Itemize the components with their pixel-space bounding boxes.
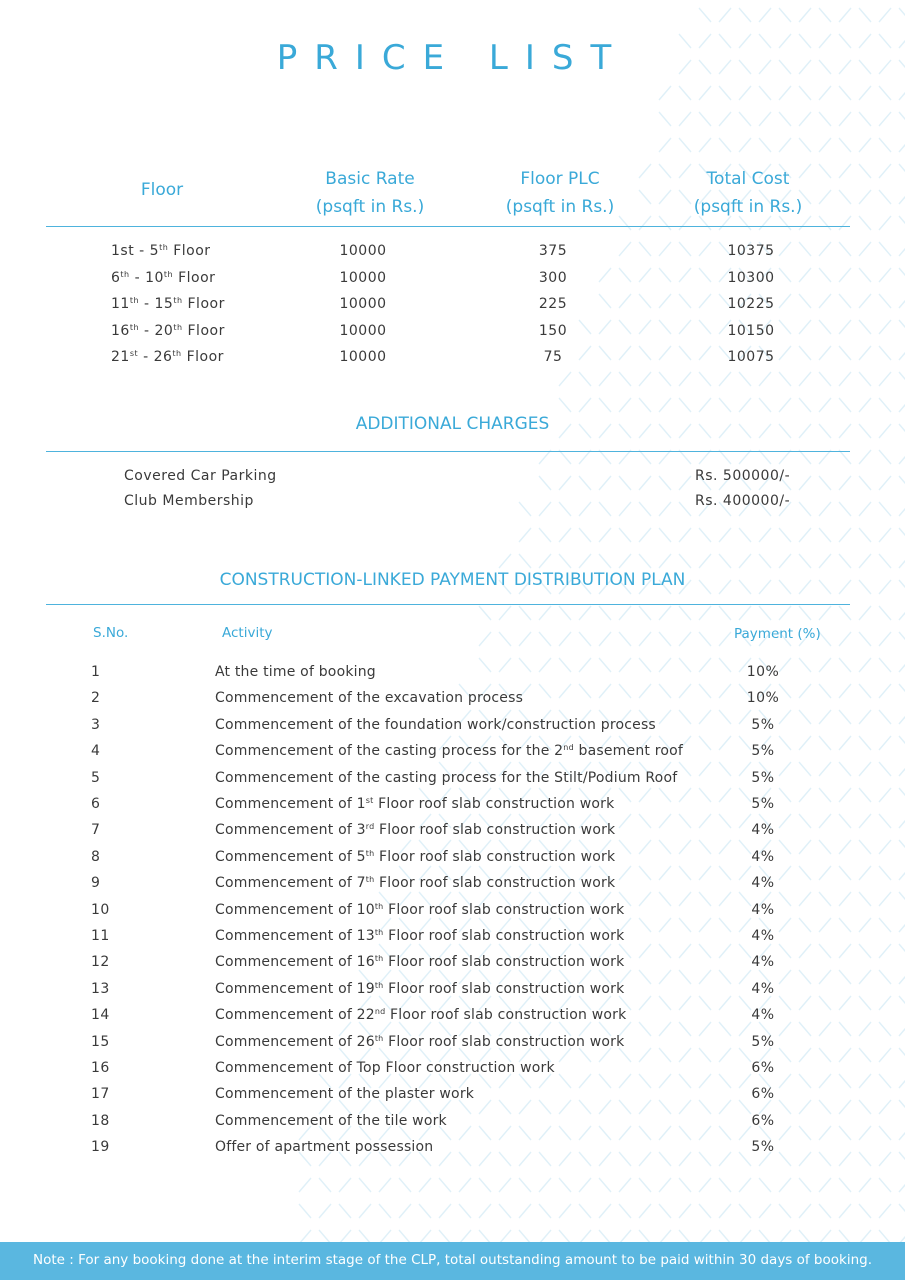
activity-ordinal-suffix: th xyxy=(374,901,384,911)
activity-text-rest: Floor roof slab construction work xyxy=(383,954,625,971)
plan-row-number: 2 xyxy=(91,690,101,707)
charge-amount: Rs. 400000/- xyxy=(695,493,791,509)
floor-plc-header-line1: Floor PLC xyxy=(520,169,600,189)
floor-end-suffix: th xyxy=(163,269,174,279)
activity-text-rest: Floor roof slab construction work xyxy=(383,901,625,918)
plan-row-activity xyxy=(215,664,376,680)
basic-rate-cell: 10000 xyxy=(339,269,387,286)
plan-row-activity xyxy=(215,875,615,891)
floor-plc-cell: 225 xyxy=(538,296,568,313)
activity-ordinal-suffix: rd xyxy=(365,822,375,832)
floor-start: 1st - 5 xyxy=(111,243,160,259)
plan-row-number: 7 xyxy=(91,822,101,839)
plan-row-number: 14 xyxy=(91,1007,110,1024)
plan-row-number: 3 xyxy=(91,716,101,733)
activity-ordinal-suffix: th xyxy=(374,928,384,937)
floor-word: Floor xyxy=(181,349,224,366)
total-cost-cell: 10075 xyxy=(727,349,775,366)
additional-charges-divider xyxy=(46,451,850,452)
floor-end: - 10 xyxy=(129,269,164,286)
plan-row-payment: 4% xyxy=(751,901,775,918)
footer-note: Note : For any booking done at the interim stage of the CLP, total outstanding amount to be paid within 30 days of booking. xyxy=(0,1242,905,1280)
charge-label: Covered Car Parking xyxy=(124,468,277,484)
plan-row-number: 1 xyxy=(91,664,101,680)
plan-row-activity xyxy=(215,822,615,838)
floor-column-header: Floor xyxy=(140,180,184,200)
plan-row-activity xyxy=(215,690,523,706)
activity-text-rest: Floor roof slab construction work xyxy=(374,848,616,865)
price-table-divider xyxy=(46,226,850,227)
activity-text: Commencement of the casting process for the Stilt/Podium Roof xyxy=(215,769,678,786)
plan-row-activity xyxy=(215,1113,447,1129)
plan-row-payment: 4% xyxy=(751,928,775,944)
plan-row-payment: 4% xyxy=(751,875,775,892)
activity-text: Commencement of the excavation process xyxy=(215,690,524,707)
plan-row-payment: 5% xyxy=(751,743,775,760)
charge-amount: Rs. 500000/- xyxy=(695,468,791,484)
total-cost-cell: 10375 xyxy=(727,243,775,259)
basic-rate-cell: 10000 xyxy=(339,349,387,366)
plan-row-activity xyxy=(215,902,624,918)
plan-row-activity xyxy=(215,743,683,759)
floor-end: - 26 xyxy=(138,349,173,366)
plan-row-activity xyxy=(215,954,624,970)
activity-text: Commencement of the tile work xyxy=(215,1112,447,1129)
total-cost-header-line1: Total Cost xyxy=(706,169,790,189)
floor-plc-cell: 75 xyxy=(543,349,563,366)
activity-text: Commencement of 10 xyxy=(215,901,375,918)
floor-cell xyxy=(111,270,215,286)
additional-charges-heading: ADDITIONAL CHARGES xyxy=(355,414,550,434)
activity-text-rest: Floor roof slab construction work xyxy=(385,1007,627,1024)
plan-row-number: 17 xyxy=(91,1086,110,1103)
plan-row-activity xyxy=(215,796,614,812)
activity-text-rest: Floor roof slab construction work xyxy=(383,1033,625,1050)
floor-start-suffix: th xyxy=(129,322,140,332)
activity-ordinal-suffix: st xyxy=(365,796,374,805)
plan-row-number: 18 xyxy=(91,1112,110,1129)
plan-row-activity xyxy=(215,1139,433,1155)
floor-start-suffix: st xyxy=(129,349,139,359)
payment-plan-divider xyxy=(46,604,850,605)
plan-row-payment: 4% xyxy=(751,980,775,997)
floor-start-suffix: th xyxy=(129,296,140,306)
total-cost-cell: 10300 xyxy=(727,269,775,286)
floor-end-suffix: th xyxy=(173,322,183,332)
floor-end: - 20 xyxy=(139,322,174,339)
basic-rate-header-line2: (psqft in Rs.) xyxy=(315,197,425,217)
floor-word: Floor xyxy=(168,243,211,259)
plan-row-payment: 6% xyxy=(751,1060,775,1076)
total-cost-cell: 10150 xyxy=(727,322,775,339)
activity-ordinal-suffix: th xyxy=(374,1033,384,1043)
floor-plc-header-line2: (psqft in Rs.) xyxy=(505,197,615,217)
activity-text: Commencement of the foundation work/construction process xyxy=(215,716,656,733)
floor-plc-column-header xyxy=(480,165,640,221)
activity-ordinal-suffix: th xyxy=(365,848,375,858)
floor-end-suffix: th xyxy=(173,296,183,306)
floor-start: 21 xyxy=(111,349,130,366)
plan-row-activity xyxy=(215,1060,555,1076)
floor-start: 6 xyxy=(111,269,121,286)
plan-row-number: 8 xyxy=(91,848,101,865)
plan-row-activity xyxy=(215,1007,626,1023)
floor-word: Floor xyxy=(173,269,216,286)
floor-cell xyxy=(111,243,211,259)
basic-rate-cell: 10000 xyxy=(339,243,387,259)
total-cost-column-header xyxy=(668,165,828,221)
plan-row-number: 4 xyxy=(91,743,101,760)
floor-end: - 15 xyxy=(139,296,174,313)
floor-word: Floor xyxy=(182,296,225,313)
activity-text: Commencement of 13 xyxy=(215,928,375,944)
activity-text: Commencement of 3 xyxy=(215,822,366,839)
plan-row-number: 19 xyxy=(91,1139,110,1156)
activity-ordinal-suffix: th xyxy=(374,954,384,964)
activity-text: Commencement of 1 xyxy=(215,796,366,812)
plan-row-payment: 4% xyxy=(751,822,775,839)
plan-row-payment: 5% xyxy=(751,1139,775,1156)
plan-row-activity xyxy=(215,849,615,865)
floor-start: 16 xyxy=(111,322,130,339)
activity-text: Commencement of the casting process for the 2 xyxy=(215,743,564,760)
floor-end-suffix: th xyxy=(172,349,182,359)
activity-text-rest: Floor roof slab construction work xyxy=(374,875,616,892)
plan-row-payment: 5% xyxy=(751,769,775,786)
payment-plan-heading: CONSTRUCTION-LINKED PAYMENT DISTRIBUTION PLAN xyxy=(219,570,686,590)
plan-row-payment: 5% xyxy=(751,1033,775,1050)
activity-column-header: Activity xyxy=(222,625,273,641)
floor-start-suffix: th xyxy=(120,269,130,279)
plan-row-number: 6 xyxy=(91,796,101,812)
activity-text: Commencement of Top Floor construction work xyxy=(215,1060,555,1076)
activity-text: Commencement of the plaster work xyxy=(215,1086,475,1103)
floor-word: Floor xyxy=(182,322,225,339)
plan-row-number: 12 xyxy=(91,954,110,971)
floor-start: 11 xyxy=(111,296,130,313)
plan-row-payment: 5% xyxy=(751,716,775,733)
floor-plc-cell: 375 xyxy=(538,243,568,259)
plan-row-activity xyxy=(215,928,624,944)
activity-text: Commencement of 5 xyxy=(215,848,366,865)
plan-row-activity xyxy=(215,1086,474,1102)
activity-ordinal-suffix: nd xyxy=(563,743,574,753)
basic-rate-header-line1: Basic Rate xyxy=(325,169,415,189)
activity-text: Commencement of 19 xyxy=(215,980,375,997)
plan-row-payment: 4% xyxy=(751,1007,775,1024)
activity-text: Commencement of 22 xyxy=(215,1007,375,1024)
floor-plc-cell: 300 xyxy=(538,269,568,286)
charge-label: Club Membership xyxy=(124,493,254,509)
plan-row-number: 16 xyxy=(91,1060,110,1076)
plan-row-payment: 10% xyxy=(746,690,780,707)
plan-row-payment: 6% xyxy=(751,1112,775,1129)
payment-column-header: Payment (%) xyxy=(734,626,821,642)
plan-row-number: 13 xyxy=(91,980,110,997)
plan-row-number: 15 xyxy=(91,1033,110,1050)
activity-ordinal-suffix: th xyxy=(374,980,384,990)
plan-row-activity xyxy=(215,1034,624,1050)
floor-cell xyxy=(111,349,224,365)
plan-row-payment: 10% xyxy=(746,664,780,680)
plan-row-payment: 4% xyxy=(751,848,775,865)
floor-cell xyxy=(111,323,225,339)
basic-rate-column-header xyxy=(290,165,450,221)
total-cost-header-line2: (psqft in Rs.) xyxy=(693,197,803,217)
sno-column-header: S.No. xyxy=(93,625,129,641)
activity-text-rest: Floor roof slab construction work xyxy=(374,822,616,839)
floor-cell xyxy=(111,296,225,312)
page-title: PRICE LIST xyxy=(276,38,629,78)
activity-text: Commencement of 26 xyxy=(215,1033,375,1050)
total-cost-cell: 10225 xyxy=(727,296,775,313)
plan-row-number: 5 xyxy=(91,769,101,786)
activity-text-rest: Floor roof slab construction work xyxy=(383,980,625,997)
activity-text: At the time of booking xyxy=(215,664,376,680)
activity-text-rest: Floor roof slab construction work xyxy=(373,796,615,812)
plan-row-activity xyxy=(215,981,624,997)
activity-text-rest: Floor roof slab construction work xyxy=(383,928,625,944)
plan-row-activity xyxy=(215,770,677,786)
plan-row-number: 10 xyxy=(91,901,110,918)
plan-row-activity xyxy=(215,717,656,733)
activity-ordinal-suffix: nd xyxy=(374,1007,386,1017)
plan-row-number: 9 xyxy=(91,875,101,892)
floor-plc-cell: 150 xyxy=(538,322,568,339)
plan-row-payment: 5% xyxy=(751,796,775,812)
basic-rate-cell: 10000 xyxy=(339,322,387,339)
activity-ordinal-suffix: th xyxy=(365,875,375,885)
plan-row-payment: 4% xyxy=(751,954,775,971)
plan-row-payment: 6% xyxy=(751,1086,775,1103)
activity-text: Commencement of 7 xyxy=(215,875,366,892)
activity-text-rest: basement roof xyxy=(573,743,684,760)
activity-text: Offer of apartment possession xyxy=(215,1139,434,1156)
plan-row-number: 11 xyxy=(91,928,110,944)
floor-end-suffix: th xyxy=(159,243,169,252)
basic-rate-cell: 10000 xyxy=(339,296,387,313)
activity-text: Commencement of 16 xyxy=(215,954,375,971)
